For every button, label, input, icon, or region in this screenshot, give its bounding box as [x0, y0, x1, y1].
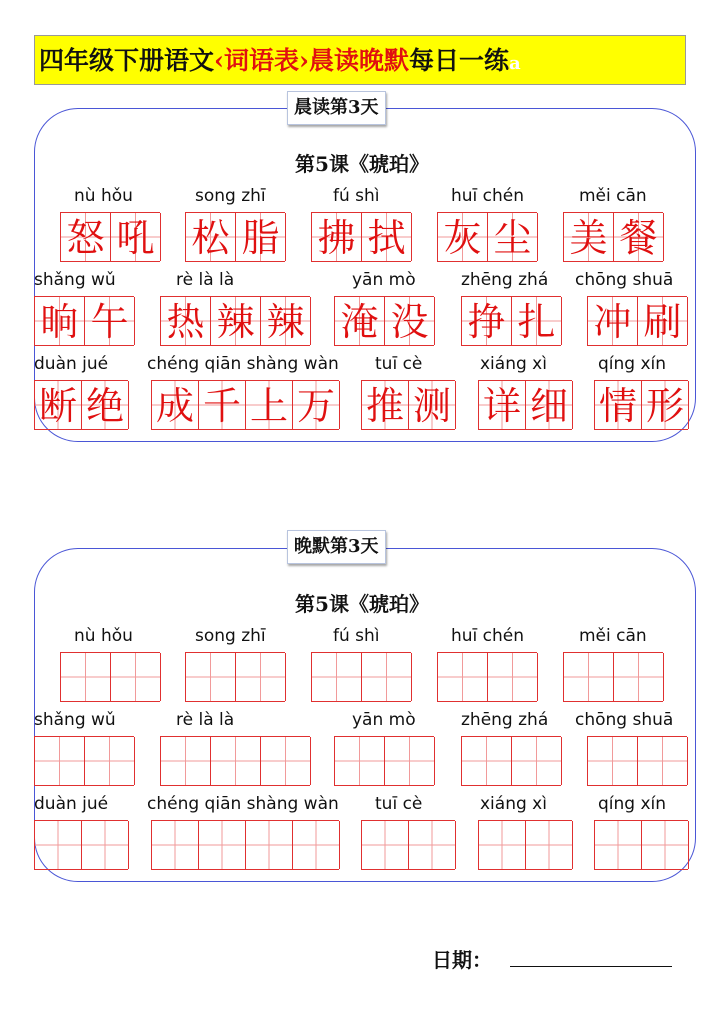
pinyin-label: xiáng xì: [480, 354, 547, 374]
hanzi-character: 淹: [340, 300, 379, 344]
hanzi-character: 松: [191, 216, 230, 260]
char-cell: [385, 297, 435, 345]
evening-lesson-title: 第5课《琥珀》: [295, 592, 429, 616]
writing-box[interactable]: [34, 736, 134, 786]
morning-lesson-title: 第5课《琥珀》: [295, 152, 429, 176]
writing-box[interactable]: [151, 820, 339, 870]
word-char-box: [34, 380, 128, 430]
pinyin-label: chéng qiān shàng wàn: [147, 354, 339, 374]
date-label: 日期：: [432, 948, 492, 972]
hanzi-character: 刷: [643, 300, 682, 344]
hanzi-character: 详: [482, 384, 521, 428]
pinyin-label: měi cān: [579, 186, 647, 206]
pinyin-label: chéng qiān shàng wàn: [147, 794, 339, 814]
word-char-box: [478, 380, 572, 430]
hanzi-character: 情: [598, 384, 637, 428]
blank-cell[interactable]: [526, 821, 573, 869]
blank-cell[interactable]: [82, 821, 129, 869]
char-cell: [595, 381, 642, 429]
pinyin-label: duàn jué: [34, 794, 109, 814]
blank-cell[interactable]: [236, 653, 286, 701]
hanzi-character: 脂: [241, 216, 280, 260]
writing-box[interactable]: [478, 820, 572, 870]
blank-cell[interactable]: [409, 821, 456, 869]
page-banner: [34, 35, 686, 85]
char-cell: [186, 213, 236, 261]
hanzi-character: 细: [529, 384, 568, 428]
word-char-box: [437, 212, 537, 262]
char-cell: [111, 213, 161, 261]
morning-tab: 晨读第3天: [287, 91, 386, 125]
hanzi-character: 测: [412, 384, 451, 428]
blank-cell[interactable]: [211, 737, 261, 785]
writing-box[interactable]: [334, 736, 434, 786]
char-cell: [526, 381, 573, 429]
hanzi-character: 灰: [443, 216, 482, 260]
pinyin-label: rè là là: [176, 710, 235, 730]
blank-cell[interactable]: [638, 737, 688, 785]
hanzi-character: 冲: [593, 300, 632, 344]
blank-cell[interactable]: [161, 737, 211, 785]
writing-box[interactable]: [185, 652, 285, 702]
hanzi-character: 成: [155, 384, 194, 428]
pinyin-label: tuī cè: [375, 794, 423, 814]
hanzi-character: 没: [390, 300, 429, 344]
blank-cell[interactable]: [564, 653, 614, 701]
pinyin-label: fú shì: [333, 626, 380, 646]
word-char-box: [34, 296, 134, 346]
pinyin-label: nù hǒu: [74, 186, 133, 206]
blank-cell[interactable]: [85, 737, 135, 785]
char-cell: [82, 381, 129, 429]
writing-box[interactable]: [311, 652, 411, 702]
word-char-box: [563, 212, 663, 262]
char-cell: [638, 297, 688, 345]
char-cell: [438, 213, 488, 261]
pinyin-label: qíng xín: [598, 794, 667, 814]
pinyin-label: tuī cè: [375, 354, 423, 374]
blank-cell[interactable]: [595, 821, 642, 869]
blank-cell[interactable]: [362, 821, 409, 869]
char-cell: [61, 213, 111, 261]
banner-title-part1: 四年级下册语文: [39, 46, 215, 75]
char-cell: [479, 381, 526, 429]
hanzi-character: 美: [569, 216, 608, 260]
blank-cell[interactable]: [186, 653, 236, 701]
blank-cell[interactable]: [614, 653, 664, 701]
hanzi-character: 晌: [40, 300, 79, 344]
writing-box[interactable]: [587, 736, 687, 786]
hanzi-character: 怒: [66, 216, 105, 260]
word-char-box: [361, 380, 455, 430]
pinyin-label: huī chén: [451, 186, 525, 206]
hanzi-character: 扎: [517, 300, 556, 344]
char-cell: [642, 381, 689, 429]
writing-box[interactable]: [160, 736, 310, 786]
blank-cell[interactable]: [312, 653, 362, 701]
writing-box[interactable]: [361, 820, 455, 870]
char-cell: [246, 381, 293, 429]
blank-cell[interactable]: [488, 653, 538, 701]
hanzi-character: 万: [296, 384, 335, 428]
char-cell: [362, 381, 409, 429]
pinyin-label: měi cān: [579, 626, 647, 646]
pinyin-label: zhēng zhá: [461, 710, 549, 730]
pinyin-label: nù hǒu: [74, 626, 133, 646]
blank-cell[interactable]: [152, 821, 199, 869]
banner-title-tail: a: [509, 53, 521, 74]
char-cell: [211, 297, 261, 345]
pinyin-label: rè là là: [176, 270, 235, 290]
blank-cell[interactable]: [642, 821, 689, 869]
word-char-box: [587, 296, 687, 346]
char-cell: [614, 213, 664, 261]
char-cell: [588, 297, 638, 345]
hanzi-character: 推: [365, 384, 404, 428]
hanzi-character: 辣: [216, 300, 255, 344]
char-cell: [85, 297, 135, 345]
pinyin-label: chōng shuā: [575, 710, 674, 730]
char-cell: [362, 213, 412, 261]
blank-cell[interactable]: [293, 821, 340, 869]
blank-cell[interactable]: [438, 653, 488, 701]
char-cell: [161, 297, 211, 345]
word-char-box: [151, 380, 339, 430]
hanzi-character: 午: [90, 300, 129, 344]
blank-cell[interactable]: [479, 821, 526, 869]
writing-box[interactable]: [34, 820, 128, 870]
word-char-box: [311, 212, 411, 262]
hanzi-character: 辣: [266, 300, 305, 344]
blank-cell[interactable]: [35, 821, 82, 869]
blank-cell[interactable]: [335, 737, 385, 785]
char-cell: [409, 381, 456, 429]
pinyin-label: song zhī: [195, 186, 266, 206]
pinyin-label: xiáng xì: [480, 794, 547, 814]
word-char-box: [60, 212, 160, 262]
word-char-box: [461, 296, 561, 346]
pinyin-label: shǎng wǔ: [34, 710, 116, 730]
hanzi-character: 形: [645, 384, 684, 428]
date-blank-line: [510, 966, 672, 967]
hanzi-character: 绝: [85, 384, 124, 428]
char-cell: [261, 297, 311, 345]
blank-cell[interactable]: [261, 737, 311, 785]
char-cell: [35, 381, 82, 429]
pinyin-label: shǎng wǔ: [34, 270, 116, 290]
char-cell: [564, 213, 614, 261]
blank-cell[interactable]: [362, 653, 412, 701]
writing-box[interactable]: [594, 820, 688, 870]
word-char-box: [160, 296, 310, 346]
blank-cell[interactable]: [588, 737, 638, 785]
hanzi-character: 拂: [317, 216, 356, 260]
word-char-box: [185, 212, 285, 262]
banner-title-part3: 每日一练: [409, 46, 510, 75]
blank-cell[interactable]: [199, 821, 246, 869]
banner-title-part2: ‹词语表›晨读晚默: [214, 46, 410, 75]
pinyin-label: huī chén: [451, 626, 525, 646]
char-cell: [236, 213, 286, 261]
char-cell: [152, 381, 199, 429]
hanzi-character: 吼: [116, 216, 155, 260]
char-cell: [293, 381, 340, 429]
hanzi-character: 尘: [493, 216, 532, 260]
char-cell: [512, 297, 562, 345]
writing-box[interactable]: [461, 736, 561, 786]
pinyin-label: chōng shuā: [575, 270, 674, 290]
char-cell: [199, 381, 246, 429]
blank-cell[interactable]: [512, 737, 562, 785]
writing-box[interactable]: [60, 652, 160, 702]
hanzi-character: 上: [249, 384, 288, 428]
evening-tab: 晚默第3天: [287, 530, 386, 564]
hanzi-character: 热: [166, 300, 205, 344]
writing-box[interactable]: [563, 652, 663, 702]
hanzi-character: 断: [38, 384, 77, 428]
word-char-box: [594, 380, 688, 430]
blank-cell[interactable]: [385, 737, 435, 785]
char-cell: [488, 213, 538, 261]
pinyin-label: qíng xín: [598, 354, 667, 374]
hanzi-character: 餐: [619, 216, 658, 260]
hanzi-character: 拭: [367, 216, 406, 260]
pinyin-label: zhēng zhá: [461, 270, 549, 290]
char-cell: [35, 297, 85, 345]
hanzi-character: 千: [202, 384, 241, 428]
pinyin-label: yān mò: [352, 710, 416, 730]
pinyin-label: duàn jué: [34, 354, 109, 374]
hanzi-character: 挣: [467, 300, 506, 344]
pinyin-label: song zhī: [195, 626, 266, 646]
blank-cell[interactable]: [246, 821, 293, 869]
blank-cell[interactable]: [35, 737, 85, 785]
char-cell: [462, 297, 512, 345]
char-cell: [335, 297, 385, 345]
char-cell: [312, 213, 362, 261]
pinyin-label: yān mò: [352, 270, 416, 290]
blank-cell[interactable]: [61, 653, 111, 701]
word-char-box: [334, 296, 434, 346]
blank-cell[interactable]: [462, 737, 512, 785]
blank-cell[interactable]: [111, 653, 161, 701]
writing-box[interactable]: [437, 652, 537, 702]
pinyin-label: fú shì: [333, 186, 380, 206]
